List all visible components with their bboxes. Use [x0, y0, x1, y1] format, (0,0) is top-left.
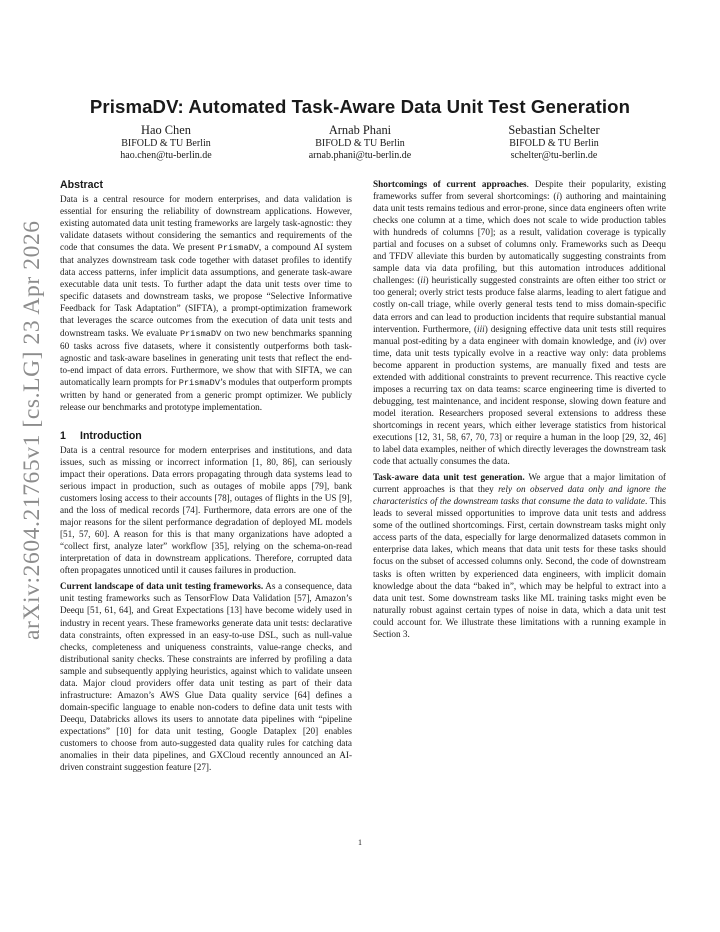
author-name: Arnab Phani	[328, 123, 392, 137]
author-1	[76, 123, 256, 162]
author-affiliation: BIFOLD & TU Berlin	[315, 138, 405, 149]
abstract-heading: Abstract	[60, 179, 103, 191]
author-name: Hao Chen	[141, 123, 191, 137]
intro-paragraph-2: Current landscape of data unit testing frameworks. As a consequence, data unit testing frameworks such as TensorFlow Data Validation [57], Amazon’s Deequ [51, 61, 64], and Great Expectations [13] have become widely used in industry in recent years. These frameworks generate data unit tests: declarative data constraints, often expressed in an easy-to-use DSL, such as null-value checks, completeness and uniqueness constraints, value-range checks, and distributional sanity checks. These constraints are inferred by profiling a data sample and subsequently applying heuristics, against which to validate unseen data. Major cloud providers offer data unit testing as part of their data infrastructure: Amazon’s AWS Glue Data quality service [64] defines a domain-specific language to enable non-coders to define data unit tests with Deequ, Databricks allows its users to annotate data pipelines with “pipeline expectations” [10] for data unit testing, Google Dataplex [20] enables customers to choose from auto-suggested data quality rules for catching data anomalies in their data pipelines, and GXCloud recently announced an AI-driven constraint suggestion feature [27].	[60, 581, 352, 773]
abstract-text: Data is a central resource for modern enterprises, and data validation is essential for ensuring the reliability of downstream applications. However, existing automated data unit testing frameworks are largely task-agnostic: they validate datasets without considering the semantics and requirements of the code that consumes the data. We present PrismaDV, a compound AI system that analyzes downstream task code together with dataset profiles to identify data access patterns, infer implicit data assumptions, and generate task-aware executable data unit tests. To further adapt the data unit tests over time to specific datasets and downstream tasks, we propose “Selective Informative Feedback for Task Adaptation” (SIFTA), a prompt-optimization framework that leverages the scarce outcomes from the execution of data unit tests and downstream tasks. We evaluate PrismaDV on two new benchmarks spanning 60 tasks across five datasets, where it consistently outperforms both task-agnostic and task-aware baselines in generating unit tests that reflect the end-to-end impact of data errors. Furthermore, we show that with SIFTA, we can automatically learn prompts for PrismaDV’s modules that outperform prompts written by hand or generated from a generic prompt optimizer. We publicly release our benchmarks and prototype implementation.	[60, 194, 352, 412]
author-affiliation: BIFOLD & TU Berlin	[121, 138, 211, 149]
page-number: 1	[358, 838, 362, 847]
author-email: schelter@tu-berlin.de	[510, 150, 598, 162]
intro-paragraph-1: Data is a central resource for modern enterprises and institutions, and data issues, such as missing or incorrect information [1, 80, 86], can seriously impact their operations. Data errors propagating through data systems lead to serious impact in production, such as outages of mobile apps [79], bank customers losing access to their accounts [78], outages of flights in the US [9], and the loss of medical records [74]. Furthermore, data errors are one of the major reasons for the silent performance degradation of deployed ML models [51, 57, 60]. A reason for this is that many organizations have adopted a “collect first, analyze later” workflow [35], relying on the schema-on-read interpretation of data in downstream applications. Therefore, corrupted data often propagates unnoticed until it causes failures in production.	[60, 444, 352, 576]
author-2	[270, 123, 450, 162]
author-3	[464, 123, 644, 162]
author-email: arnab.phani@tu-berlin.de	[308, 150, 412, 162]
shortcomings-paragraph: Shortcomings of current approaches. Despite their popularity, existing frameworks suffer from several shortcomings: (i) authoring and maintaining data unit tests remains tedious and error-prone, since data engineers often write checks one column at a time, which does not scale to wide production tables with hundreds of columns [70]; as a result, validation coverage is typically partial and focuses on a subset of columns only. Frameworks such as Deequ and TFDV alleviate this burden by automatically suggesting constraints from sample data via data profiling, but this automation introduces additional challenges: (ii) heuristically suggested constraints are often either too strict or too general; overly strict tests produce false alarms, leading to alert fatigue and costly on-call triage, while overly general tests tend to miss domain-specific data errors and can lead to production incidents that require substantial manual intervention. Furthermore, (iii) designing effective data unit tests still requires manual post-editing by a data engineer with domain knowledge, and (iv) over time, data unit tests typically evolve in a reactive way only: data problems become apparent in production systems, are manually fixed and tests are extended with additional constraints to prevent recurrence. This reactive cycle imposes a recurring tax on data teams: scarce engineering time is diverted to debugging, test maintenance, and incident response, slowing down feature and model iteration. Researchers proposed several extensions to address these shortcomings in recent years, which either leverage statistics from historical executions [12, 31, 58, 67, 70, 73] or require a human in the loop [29, 32, 46] to label data examples, neither of which directly leverages the downstream task code that actually consumes the data.	[373, 179, 666, 467]
section-heading-introduction: 1 Introduction	[60, 429, 142, 442]
author-email: hao.chen@tu-berlin.de	[120, 150, 212, 162]
arxiv-identifier: arXiv:2604.21765v1 [cs.LG] 23 Apr 2026	[19, 220, 45, 640]
author-name: Sebastian Schelter	[508, 123, 600, 137]
left-column	[60, 178, 352, 773]
paper-title: PrismaDV: Automated Task-Aware Data Unit Test Generation	[89, 96, 631, 117]
author-affiliation: BIFOLD & TU Berlin	[509, 138, 599, 149]
task-aware-paragraph: Task-aware data unit test generation. We argue that a major limitation of current approaches is that they rely on observed data only and ignore the characteristics of the downstream tasks that consume the data to validate. This leads to several missed opportunities to improve data unit tests and address some of the outlined shortcomings. First, certain downstream tasks might only access parts of the data, especially for large denormalized datasets common in enterprise data lakes, which means that data unit tests for these tasks should focus on the subset of accessed columns only. Second, the code of downstream tasks is often written by experienced data engineers, with implicit domain knowledge about the data “baked in”, which may be helpful to extract into a data unit test. Some downstream tasks like ML training tasks might even be naturally robust against certain types of noise in data, which a data unit test could account for. We illustrate these limitations with a running example in Section 3.	[373, 472, 666, 639]
right-column	[373, 178, 666, 640]
